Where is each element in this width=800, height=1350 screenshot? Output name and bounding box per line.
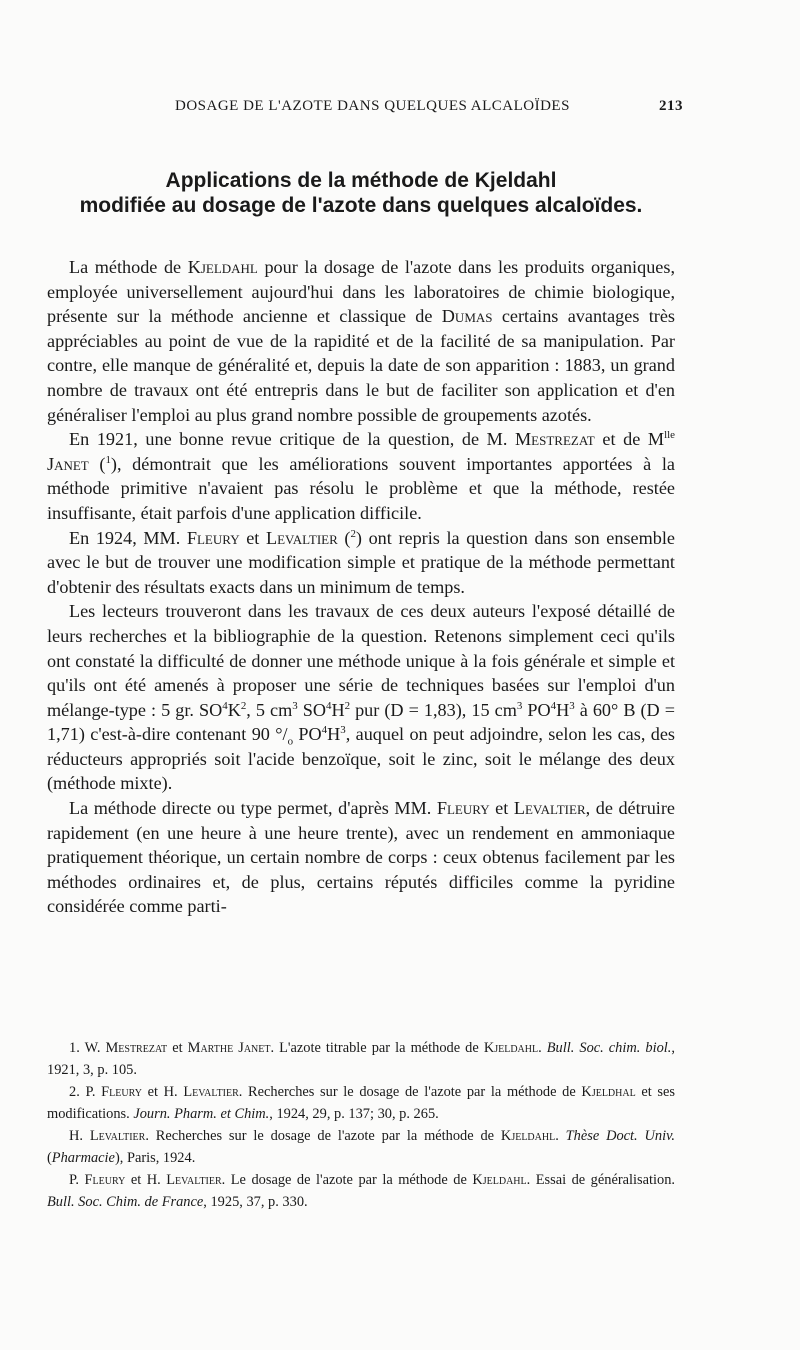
text: 2. P. (69, 1084, 102, 1100)
paragraph-4 (47, 599, 675, 796)
text: La méthode de (69, 257, 188, 277)
superscript: 2 (344, 699, 351, 712)
footnote-ref: 2 (350, 527, 356, 540)
text: pur (D = 1,83), 15 cm (350, 699, 517, 720)
author-name: Levaltier (89, 1128, 146, 1144)
author-name: Fleury (84, 1172, 126, 1188)
author-name: Fleury (436, 798, 490, 819)
text: , de détruire rapidement (en une heure à une heure trente), avec un rendement en ammoniaque pratiquement théorique, un certain nombre de corps : ceux obtenus facilement par les méthodes ordinaires et, de plus, certains réputés difficiles comme la pyridine considérée comme parti- (47, 798, 675, 917)
text: H (331, 699, 345, 720)
subscript: o (287, 735, 294, 748)
text: et ses modifications. (47, 1084, 676, 1122)
text: PO (293, 724, 322, 745)
text: , 5 cm (246, 699, 293, 720)
author-name: Levaltier (265, 527, 338, 548)
journal-name: Bull. Soc. Chim. de France (47, 1194, 204, 1210)
text: K (227, 699, 241, 720)
text: et (489, 798, 514, 819)
footnote-1 (47, 1037, 675, 1081)
text: . Recherches sur le dosage de l'azote par la méthode de (238, 1084, 582, 1100)
text: . Essai de généralisation. (526, 1172, 675, 1188)
text: et H. (141, 1084, 184, 1100)
text: ) ont repris la question dans son ensemble avec le but de trouver une modification simple et pratique de la méthode permettant d'obtenir des résultats exacts dans un minimum de temps. (47, 527, 675, 597)
text: H (327, 724, 341, 745)
footnote-ref: 1 (105, 453, 111, 466)
superscript: 4 (550, 699, 557, 712)
author-name: Janet (47, 453, 89, 474)
paragraph-3 (47, 526, 675, 600)
faculty-name: Pharmacie (51, 1150, 115, 1166)
text: 1. W. (69, 1040, 106, 1056)
superscript: 3 (292, 699, 298, 712)
footnote-4 (47, 1169, 675, 1213)
text: H (556, 699, 570, 720)
paragraph-5 (47, 796, 675, 919)
text: et (167, 1040, 188, 1056)
author-name: Levaltier (183, 1084, 239, 1100)
text: SO (297, 699, 326, 720)
text: à 60° B (D = 1,71) c'est-à-dire contenant 90 °/ (47, 699, 675, 745)
author-name: Dumas (441, 306, 493, 327)
author-name: Fleury (186, 527, 240, 548)
author-name: Mestrezat (515, 429, 595, 450)
text: . Recherches sur le dosage de l'azote par la méthode de (145, 1128, 501, 1144)
superscript: 4 (222, 699, 228, 712)
text: P. (69, 1172, 85, 1188)
superscript: 4 (326, 699, 332, 712)
text: En 1924, MM. (69, 527, 187, 548)
text: En 1921, une bonne revue critique de la question, de M. (69, 429, 516, 450)
author-name: Marthe Janet (187, 1040, 271, 1056)
text: certains avantages très appréciables au point de vue de la rapidité et de la facilité de sa manipulation. Par contre, elle manque de généralité et, depuis la date de son apparition : 1883, un grand nombre de travaux ont été entrepris dans le but de faciliter son application et d'en généraliser l'emploi au plus grand nombre possible de groupements azotés. (47, 306, 676, 425)
text: H. (69, 1128, 90, 1144)
text: et de M (594, 429, 665, 450)
title-line-2: modifiée au dosage de l'azote dans quelques alcaloïdes. (79, 194, 643, 217)
superscript: 3 (516, 699, 523, 712)
author-name: Levaltier (166, 1172, 222, 1188)
author-name: Fleury (101, 1084, 142, 1100)
text: , 1925, 37, p. 330. (203, 1194, 308, 1210)
text: . (538, 1040, 547, 1056)
text: ( (47, 1150, 52, 1166)
text: . (555, 1128, 566, 1144)
text: , 1921, 3, p. 105. (47, 1040, 676, 1078)
paragraph-1 (47, 255, 675, 427)
superscript: 2 (240, 699, 247, 712)
journal-name: Bull. Soc. chim. biol. (546, 1040, 672, 1056)
article-title (47, 168, 675, 218)
article-body (47, 255, 675, 919)
text: ), Paris, 1924. (114, 1150, 196, 1166)
text: ( (88, 453, 106, 474)
text: , 1924, 29, p. 137; 30, p. 265. (269, 1106, 439, 1122)
author-name: Kjeldhal (581, 1084, 636, 1100)
author-name: Mestrezat (105, 1040, 168, 1056)
author-name: Kjeldahl (483, 1040, 539, 1056)
thesis-name: Thèse Doct. Univ. (565, 1128, 675, 1144)
running-head: DOSAGE DE L'AZOTE DANS QUELQUES ALCALOÏDES (175, 98, 570, 114)
text: La méthode directe ou type permet, d'après MM. (69, 798, 437, 819)
author-name: Levaltier (513, 798, 586, 819)
text: et (239, 527, 266, 548)
author-name: Kjeldahl (187, 257, 258, 277)
author-name: Kjeldahl (500, 1128, 556, 1144)
superscript: 3 (569, 699, 575, 712)
footnote-3 (47, 1125, 675, 1169)
text: , auquel on peut adjoindre, selon les cas, des réducteurs appropriés soit l'acide benzoïque, soit le zinc, soit le mélange des deux (méthode mixte). (47, 724, 675, 794)
footnotes (47, 1037, 675, 1213)
text: ), démontrait que les améliorations souvent importantes apportées à la méthode primitive n'avaient pas résolu le problème et que la méthode, restée insuffisante, était parfois d'une application difficile. (47, 453, 675, 523)
text: ( (337, 527, 351, 548)
text: Les lecteurs trouveront dans les travaux de ces deux auteurs l'exposé détaillé de leurs recherches et la bibliographie de la question. Retenons simplement ceci qu'ils ont constaté la difficulté de donner une méthode unique à la fois générale et simple et qu'ils ont été amenés à proposer une série de techniques basées sur l'emploi d'un mélange-type : 5 gr. SO (47, 601, 675, 720)
title-line-1: Applications de la méthode de Kjeldahl (165, 169, 557, 192)
text: et H. (125, 1172, 167, 1188)
text: . Le dosage de l'azote par la méthode de (221, 1172, 473, 1188)
author-name: Kjeldahl (472, 1172, 527, 1188)
journal-name: Journ. Pharm. et Chim. (133, 1106, 270, 1122)
footnote-2 (47, 1081, 675, 1125)
text: . L'azote titrable par la méthode de (270, 1040, 484, 1056)
text: pour la dosage de l'azote dans les produits organiques, employée universellement aujourd'hui dans les laboratoires de chimie biologique, présente sur la méthode ancienne et classique de (47, 257, 675, 327)
page-number: 213 (659, 98, 683, 114)
superscript: 3 (340, 724, 346, 737)
superscript: 4 (321, 724, 328, 737)
superscript: lle (664, 429, 675, 442)
paragraph-2 (47, 427, 675, 525)
text: PO (522, 699, 551, 720)
